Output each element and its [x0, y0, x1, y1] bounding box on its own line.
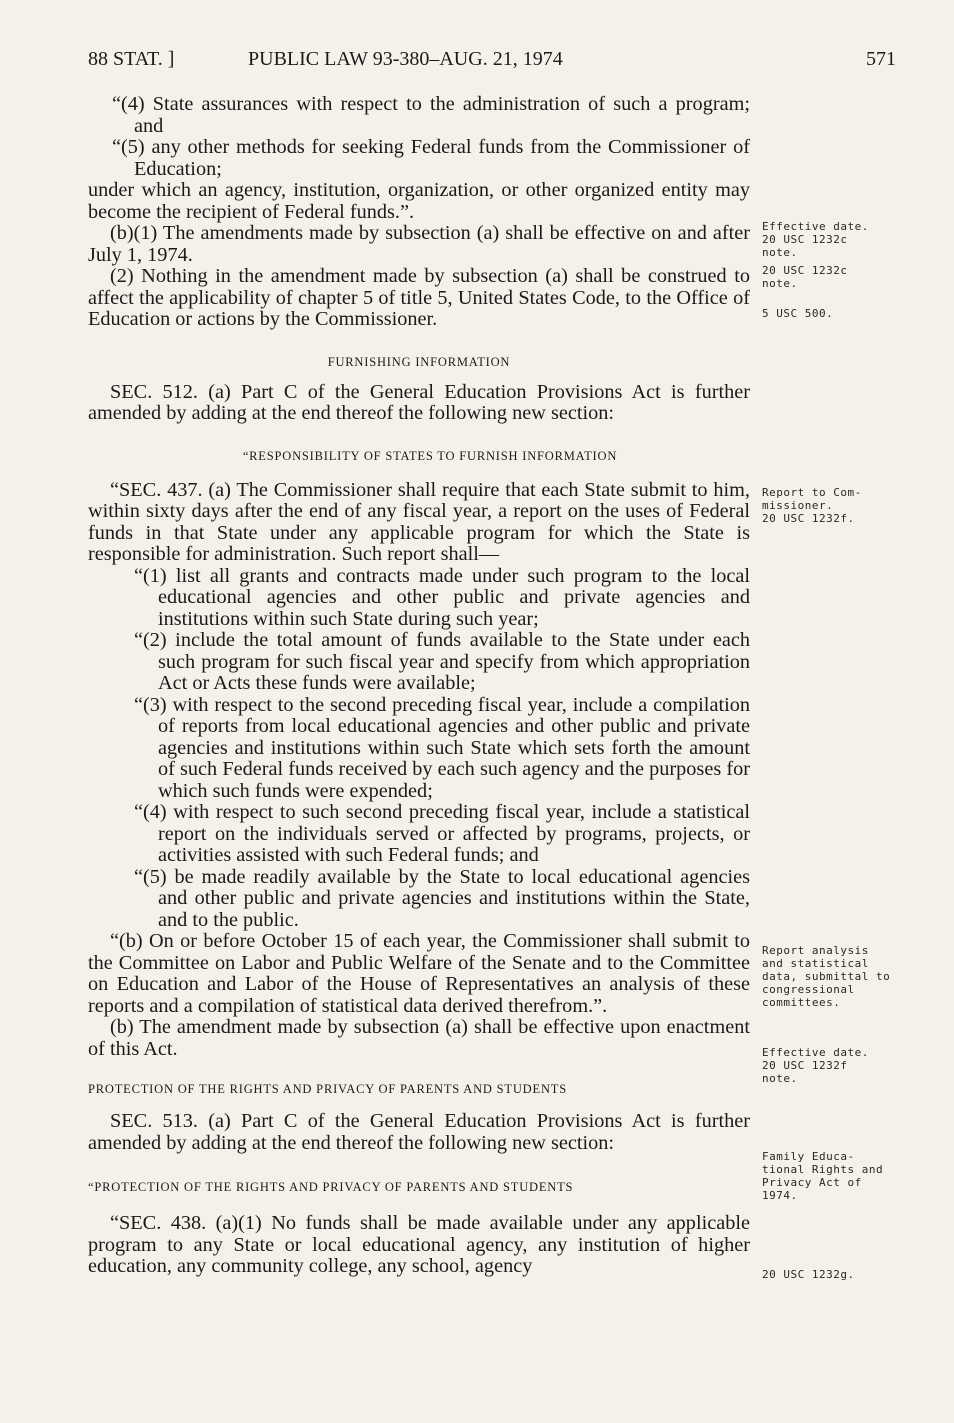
main-text	[88, 94, 750, 1278]
paragraph-continuation: under which an agency, institution, organization, or other organized entity may become the recipient of Federal funds.”.	[88, 179, 750, 223]
section-heading-protection-privacy: PROTECTION OF THE RIGHTS AND PRIVACY OF PARENTS AND STUDENTS	[88, 1082, 567, 1096]
margin-note-5-usc-500: 5 USC 500.	[762, 307, 834, 320]
subsection-b2: (2) Nothing in the amendment made by subsection (a) shall be construed to affect the applicability of chapter 5 of title 5, United States Code, to the Office of Education or actions by the Commissioner.	[88, 265, 750, 330]
margin-note-report-to-commissioner: Report to Com- missioner. 20 USC 1232f.	[762, 486, 862, 525]
page-number: 571	[866, 48, 896, 70]
section-437-b: “(b) On or before October 15 of each year, the Commissioner shall submit to the Committee on Labor and Public Welfare of the Senate and to the Committee on Education and Labor of the House of Representatives an analysis of these reports and a compilation of statistical data derived therefrom.”.	[88, 930, 750, 1017]
requirement-3: “(3) with respect to the second preceding fiscal year, include a compilation of reports from local educational agencies and other public and private agencies and institutions within such State which sets forth the amount of such Federal funds received by each such agency and the purposes for which such funds were expended;	[134, 693, 750, 802]
clause-4: “(4) State assurances with respect to the administration of such a program; and	[112, 93, 750, 137]
statute-volume: 88 STAT. ]	[88, 48, 175, 70]
margin-note-effective-date: Effective date. 20 USC 1232c note.	[762, 220, 869, 259]
section-heading-protection-rights: “PROTECTION OF THE RIGHTS AND PRIVACY OF PARENTS AND STUDENTS	[88, 1180, 574, 1194]
section-heading-responsibility: “RESPONSIBILITY OF STATES TO FURNISH INFORMATION	[242, 448, 618, 463]
requirement-5: “(5) be made readily available by the State to local educational agencies and other public and private agencies and institutions within the State, and to the public.	[134, 865, 750, 931]
section-512: SEC. 512. (a) Part C of the General Education Provisions Act is further amended by adding at the end thereof the following new section:	[88, 380, 750, 424]
margin-note-report-analysis: Report analysis and statistical data, submittal to congressional committees.	[762, 944, 891, 1009]
margin-note-usc-1232g: 20 USC 1232g.	[762, 1268, 855, 1281]
margin-note-effective-date-2: Effective date. 20 USC 1232f note.	[762, 1046, 869, 1085]
section-513: SEC. 513. (a) Part C of the General Education Provisions Act is further amended by adding at the end thereof the following new section:	[88, 1110, 750, 1154]
section-438: “SEC. 438. (a)(1) No funds shall be made available under any applicable program to any State or local educational agency, any institution of higher education, any community college, any school, agency	[88, 1212, 750, 1277]
section-437: “SEC. 437. (a) The Commissioner shall require that each State submit to him, within sixty days after the end of any fiscal year, a report on the uses of Federal funds in that State under any applicable program for which the State is responsible for administration. Such report shall—	[88, 478, 750, 565]
requirement-2: “(2) include the total amount of funds available to the State under each such program for such fiscal year and specify from which appropriation Act or Acts these funds were available;	[134, 629, 750, 694]
section-heading-furnishing-information: FURNISHING INFORMATION	[327, 354, 511, 369]
subsection-b1: (b)(1) The amendments made by subsection (a) shall be effective on and after July 1, 1974.	[88, 222, 750, 266]
requirement-1: “(1) list all grants and contracts made under such program to the local educational agencies and other public and private agencies and institutions within such State during such year;	[134, 564, 750, 630]
effective-upon-enactment: (b) The amendment made by subsection (a) shall be effective upon enactment of this Act.	[88, 1016, 750, 1060]
margin-note-usc-1232c: 20 USC 1232c note.	[762, 264, 848, 290]
margin-notes	[762, 0, 902, 1423]
margin-note-ferpa: Family Educa- tional Rights and Privacy Act of 1974.	[762, 1150, 884, 1202]
clause-5: “(5) any other methods for seeking Federal funds from the Commissioner of Education;	[112, 136, 750, 180]
law-title: PUBLIC LAW 93-380–AUG. 21, 1974	[248, 48, 563, 70]
requirement-4: “(4) with respect to such second preceding fiscal year, include a statistical report on the individuals served or affected by programs, projects, or activities assisted with such Federal funds; and	[134, 801, 750, 866]
